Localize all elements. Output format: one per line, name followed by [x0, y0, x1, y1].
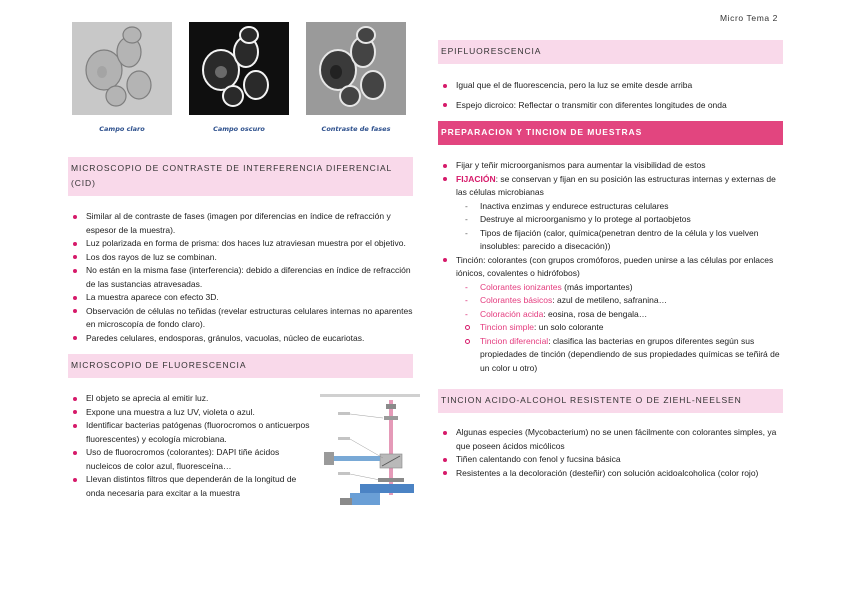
bright-field-image — [72, 22, 172, 115]
tincion-type-label: Tincion diferencial — [480, 335, 549, 346]
colorante-text: (más importantes) — [561, 281, 633, 292]
fluorescence-body — [68, 392, 413, 500]
phase-contrast-image — [306, 22, 406, 115]
left-column — [68, 22, 413, 500]
list-item: Similar al de contraste de fases (imagen por diferencias en índice de refracción y espesor de la muestra). — [68, 210, 413, 237]
list-item: Paredes celulares, endosporas, gránulos, vacuolas, núcleo de eucariotas. — [68, 332, 413, 346]
right-column — [438, 40, 783, 480]
ziehl-neelsen-section-heading: TINCION ACIDO-ALCOHOL RESISTENTE O DE ZIEHL-NEELSEN — [438, 389, 783, 413]
colorantes-sub-list — [438, 281, 783, 322]
cid-section-heading: MICROSCOPIO DE CONTRASTE DE INTERFERENCIA DIFERENCIAL (CID) — [68, 157, 413, 196]
tincion-bullet-list — [438, 254, 783, 281]
epifluorescence-bullet-list — [438, 79, 783, 112]
phase-contrast-figure — [306, 22, 406, 133]
preparation-section-heading: PREPARACION Y TINCION DE MUESTRAS — [438, 121, 783, 145]
page-header-label: Micro Tema 2 — [719, 13, 778, 23]
list-item: - Inactiva enzimas y endurece estructuras celulares — [438, 200, 783, 214]
epifluorescence-section-heading: EPIFLUORESCENCIA — [438, 40, 783, 64]
fluorescence-bullet-list — [68, 392, 313, 500]
list-item — [438, 281, 783, 295]
microscopy-image-row — [72, 22, 413, 133]
preparation-bullet-list — [438, 159, 783, 200]
list-item: Llevan distintos filtros que dependerán de la longitud de onda necesaria para excitar a la muestra — [68, 473, 313, 500]
phase-contrast-caption: Contraste de fases — [321, 125, 391, 133]
list-item — [438, 173, 783, 200]
dark-field-image — [189, 22, 289, 115]
tincion-type-text: : un solo colorante — [534, 322, 604, 332]
list-item: - Destruye al microorganismo y lo protege al portaobjetos — [438, 213, 783, 227]
dark-field-caption: Campo oscuro — [213, 125, 265, 133]
fijacion-text: : se conservan y fijan en su posición las estructuras internas y externas de las células microbianas — [456, 173, 776, 197]
colorante-text: : azul de metileno, safranina… — [552, 295, 668, 305]
bright-field-caption: Campo claro — [99, 125, 145, 133]
list-item: Los dos rayos de luz se combinan. — [68, 251, 413, 265]
list-item: Algunas especies (Mycobacterium) no se unen fácilmente con colorantes simples, ya que poseen ácidos micólicos — [438, 426, 783, 453]
fluorescence-microscope-diagram — [320, 394, 420, 510]
tincion-types-list — [438, 321, 783, 375]
list-item — [438, 308, 783, 322]
list-item: Expone una muestra a luz UV, violeta o azul. — [68, 406, 313, 420]
colorante-label: Colorantes ionizantes — [480, 281, 562, 292]
list-item: Resistentes a la decoloración (desteñir) con solución acidoalcoholica (color rojo) — [438, 467, 783, 481]
list-item: No están en la misma fase (interferencia): debido a diferencias en índice de refracción de las sustancias atravesadas. — [68, 264, 413, 291]
colorante-label: Colorantes básicos — [480, 295, 553, 305]
colorante-text: : eosina, rosa de bengala… — [543, 308, 648, 319]
list-item: Identificar bacterias patógenas (fluorocromos o anticuerpos fluorescentes) y ecología microbiana. — [68, 419, 313, 446]
cid-bullet-list — [68, 210, 413, 345]
list-item — [438, 335, 783, 376]
list-item: Tinción: colorantes (con grupos cromóforos, pueden unirse a las células por enlaces iónicos, covalentes o hidrófobos) — [438, 254, 783, 281]
fluorescence-section-heading: MICROSCOPIO DE FLUORESCENCIA — [68, 354, 413, 378]
colorante-label: Coloración acida — [480, 308, 544, 319]
ziehl-neelsen-bullet-list — [438, 426, 783, 480]
tincion-type-label: Tincion simple — [480, 322, 535, 332]
list-item: La muestra aparece con efecto 3D. — [68, 291, 413, 305]
list-item: Fijar y teñir microorganismos para aumentar la visibilidad de estos — [438, 159, 783, 173]
bright-field-figure — [72, 22, 172, 133]
list-item: Igual que el de fluorescencia, pero la luz se emite desde arriba — [438, 79, 783, 93]
list-item: - Tipos de fijación (calor, química(penetran dentro de la célula y los vuelven insolubles: parecido a disecación)) — [438, 227, 783, 254]
list-item: Luz polarizada en forma de prisma: dos haces luz atraviesan muestra por el objetivo. — [68, 237, 413, 251]
fijacion-label: FIJACIÓN — [456, 173, 496, 184]
fijacion-sub-list — [438, 200, 783, 254]
list-item: Espejo dicroico: Reflectar o transmitir con diferentes longitudes de onda — [438, 99, 783, 113]
list-item: Uso de fluorocromos (colorantes): DAPI tiñe ácidos nucleicos de color azul, fluoresceína… — [68, 446, 313, 473]
dark-field-figure — [189, 22, 289, 133]
list-item: Observación de células no teñidas (revelar estructuras celulares internas no aparentes en microscopía de fondo claro). — [68, 305, 413, 332]
list-item: El objeto se aprecia al emitir luz. — [68, 392, 313, 406]
list-item — [438, 321, 783, 335]
list-item — [438, 294, 783, 308]
tincion-type-text: : clasifica las bacterias en grupos diferentes según sus propiedades de tinción (dependiendo de sus propiedades químicas se teñirá de un color u otro) — [480, 335, 780, 373]
list-item: Tiñen calentando con fenol y fucsina básica — [438, 453, 783, 467]
